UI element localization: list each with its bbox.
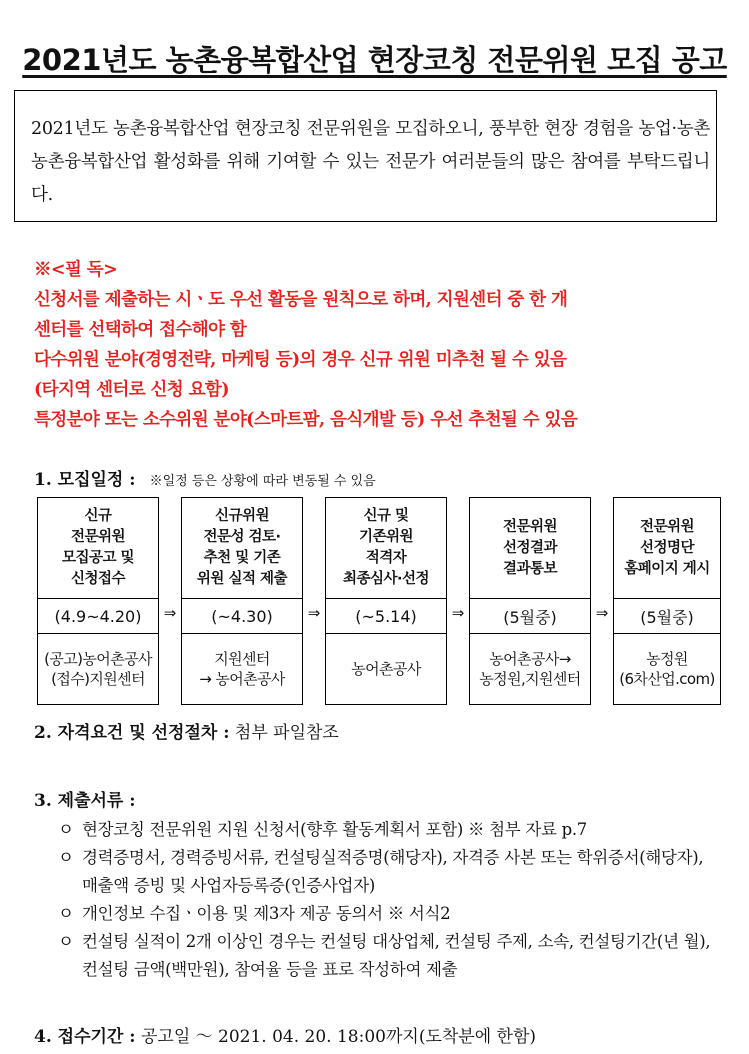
step-org: 농어촌공사 bbox=[351, 660, 421, 678]
section1-heading: 1. 모집일정 : ※일정 등은 상황에 따라 변동될 수 있음 bbox=[34, 470, 376, 490]
notice-line: 다수위원 분야(경영전략, 마케팅 등)의 경우 신규 위원 미추천 될 수 있음 bbox=[34, 350, 567, 370]
schedule-flow bbox=[37, 497, 721, 705]
arrow-icon: ⇒ bbox=[595, 604, 609, 622]
section4-heading: 4. 접수기간 : 공고일 ～ 2021. 04. 20. 18:00까지(도착분에 한함) bbox=[34, 1027, 537, 1047]
bullet-icon: ㅇ bbox=[58, 848, 74, 867]
schedule-step bbox=[469, 497, 591, 705]
list-item: ㅇ 경력증명서, 경력증빙서류, 컨설팅실적증명(해당자), 자격증 사본 또는 학위증서(해당자), 매출액 증빙 및 사업자등록증(인증사업자) bbox=[58, 844, 718, 900]
step-org: 농어촌공사→ 농정원,지원센터 bbox=[479, 650, 581, 688]
step-title: 전문위원 선정결과 결과통보 bbox=[470, 498, 590, 599]
intro-box: 2021년도 농촌융복합산업 현장코칭 전문위원을 모집하오니, 풍부한 현장 경험을 농업·농촌 농촌융복합산업 활성화를 위해 기여할 수 있는 전문가 여러분들의 많은 참여를 부탁드립니다. bbox=[14, 90, 717, 222]
step-org: 지원센터 → 농어촌공사 bbox=[199, 650, 285, 688]
arrow-icon: ⇒ bbox=[307, 604, 321, 622]
step-org: 농정원 (6차산업.com) bbox=[619, 650, 715, 688]
arrow-icon: ⇒ bbox=[163, 604, 177, 622]
bullet-icon: ㅇ bbox=[58, 820, 74, 839]
notice-line: 센터를 선택하여 접수해야 함 bbox=[34, 320, 247, 340]
notice-line: 특정분야 또는 소수위원 분야(스마트팜, 음식개발 등) 우선 추천될 수 있음 bbox=[34, 410, 578, 430]
notice-heading: ※<필 독> bbox=[34, 260, 118, 280]
arrow-icon: ⇒ bbox=[451, 604, 465, 622]
step-date: (5월중) bbox=[614, 599, 720, 634]
step-title: 신규 및 기존위원 적격자 최종심사·선정 bbox=[326, 498, 446, 599]
notice-block bbox=[34, 255, 724, 435]
section2-text: 첨부 파일참조 bbox=[234, 723, 339, 743]
bullet-icon: ㅇ bbox=[58, 932, 74, 951]
documents-list bbox=[58, 816, 718, 984]
step-date: (~4.30) bbox=[182, 599, 302, 634]
list-item: ㅇ 컨설팅 실적이 2개 이상인 경우는 컨설팅 대상업체, 컨설팅 주제, 소속, 컨설팅기간(년 월), 컨설팅 금액(백만원), 참여율 등을 표로 작성하여 제출 bbox=[58, 928, 718, 984]
schedule-step bbox=[37, 497, 159, 705]
section3-heading: 3. 제출서류 : bbox=[34, 791, 136, 811]
step-title: 전문위원 선정명단 홈페이지 게시 bbox=[614, 498, 720, 599]
section4-text: 공고일 ～ 2021. 04. 20. 18:00까지(도착분에 한함) bbox=[140, 1027, 537, 1047]
list-item: ㅇ 개인정보 수집ㆍ이용 및 제3자 제공 동의서 ※ 서식2 bbox=[58, 900, 718, 928]
step-org: (공고)농어촌공사 (접수)지원센터 bbox=[44, 650, 152, 688]
schedule-step bbox=[181, 497, 303, 705]
step-title: 신규위원 전문성 검토· 추천 및 기존 위원 실적 제출 bbox=[182, 498, 302, 599]
schedule-step bbox=[325, 497, 447, 705]
notice-line: 신청서를 제출하는 시ㆍ도 우선 활동을 원칙으로 하며, 지원센터 중 한 개 bbox=[34, 290, 568, 310]
step-date: (5월중) bbox=[470, 599, 590, 634]
section2-heading: 2. 자격요건 및 선정절차 : 첨부 파일참조 bbox=[34, 723, 339, 743]
step-date: (~5.14) bbox=[326, 599, 446, 634]
page-title: 2021년도 농촌융복합산업 현장코칭 전문위원 모집 공고 bbox=[22, 43, 727, 77]
list-item: ㅇ 현장코칭 전문위원 지원 신청서(향후 활동계획서 포함) ※ 첨부 자료 p.7 bbox=[58, 816, 718, 844]
schedule-step bbox=[613, 497, 721, 705]
notice-line: (타지역 센터로 신청 요함) bbox=[34, 380, 229, 400]
bullet-icon: ㅇ bbox=[58, 904, 74, 923]
schedule-note: ※일정 등은 상황에 따라 변동될 수 있음 bbox=[149, 474, 376, 489]
step-date: (4.9~4.20) bbox=[38, 599, 158, 634]
step-title: 신규 전문위원 모집공고 및 신청접수 bbox=[38, 498, 158, 599]
